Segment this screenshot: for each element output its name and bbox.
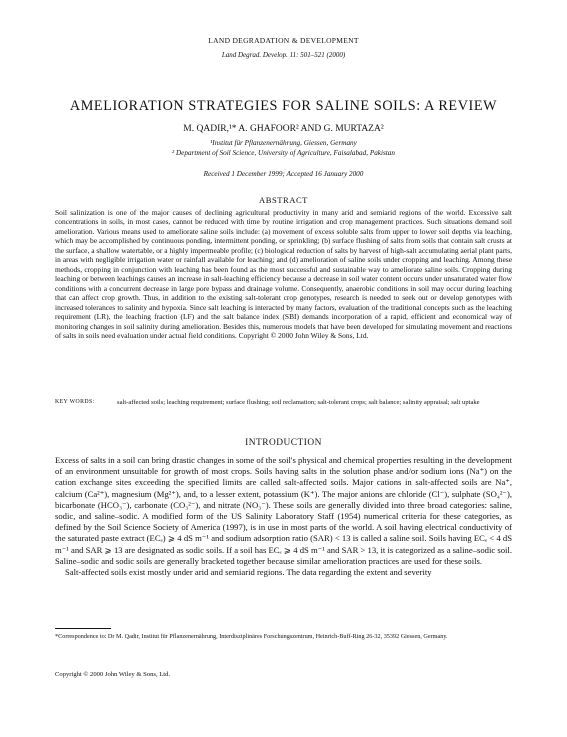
page-copyright: Copyright © 2000 John Wiley & Sons, Ltd. xyxy=(55,671,171,678)
abstract-heading: ABSTRACT xyxy=(259,195,308,205)
article-title: AMELIORATION STRATEGIES FOR SALINE SOILS: A REVIEW xyxy=(69,98,498,114)
affiliation-2: ² Department of Soil Science, University of Agriculture, Faisalabad, Pakistan xyxy=(172,149,395,157)
keywords-label: KEY WORDS: xyxy=(55,399,95,405)
journal-citation: Land Degrad. Develop. 11: 501–521 (2000) xyxy=(221,51,346,59)
received-dates: Received 1 December 1999; Accepted 16 January 2000 xyxy=(203,170,364,178)
keywords-block xyxy=(55,398,512,407)
introduction-paragraph-2: Salt-affected soils exist mostly under arid and semiarid regions. The data regarding the extent and severity xyxy=(65,567,432,578)
affiliation-1: ¹Institut für Pflanzenernährung, Giessen, Germany xyxy=(210,139,357,147)
footnote-rule xyxy=(55,628,111,629)
abstract-text: Soil salinization is one of the major causes of declining agricultural productivity in many arid and semiarid regions of the world. Excessive salt concentrations in soils, in most cases, cannot be reduced with time by routine irrigation and crop management practices. Such situations demand soil amelioration. Various means used to ameliorate saline soils include: (a) movement of excess soluble salts from upper to lower soil depths via leaching, which may be accomplished by continuous ponding, intermittent ponding, or sprinkling; (b) surface flushing of salts from soils that contain salt crusts at the surface, a shallow watertable, or a highly impermeable profile; (c) biological reduction of salts by harvest of high-salt accumulating aerial plant parts, in areas with negligible irrigation water or rainfall available for leaching; and (d) amelioration of saline soils under cropping and leaching. Among these methods, cropping in conjunction with leaching has been found as the most successful and sustainable way to ameliorate saline soils. Cropping during leaching or between leachings causes an increase in salt-leaching efficiency because a decrease in soil water content occurs under unsaturated water flow conditions with a concurrent decrease in large pore bypass and drainage volume. Consequently, anaerobic conditions in soil may occur during leaching that can affect crop growth. Thus, in addition to the existing salt-tolerant crop genotypes, research is needed to seek out or develop genotypes with increased tolerances to salinity and hypoxia. Since salt leaching is interacted by many factors, evaluation of the traditional concepts such as the leaching requirement (LR), the leaching fraction (LF) and the salt balance index (SBI) demands incorporation of a rapid, efficient and economical way of monitoring changes in soil salinity during amelioration. Besides this, numerous models that have been developed for simulating movement and reactions of salts in soils need evaluation under actual field conditions. Copyright © 2000 John Wiley & Sons, Ltd. xyxy=(55,208,512,341)
author-list: M. QADIR,¹* A. GHAFOOR² AND G. MURTAZA² xyxy=(183,124,384,134)
correspondence-footnote: *Correspondence to: Dr M. Qadir, Institut für Pflanzenernährung, Interdisziplinäres Forschungszentrum, Heinrich-Buff-Ring 26-32, 35392 Giessen, Germany. xyxy=(55,633,448,640)
introduction-body xyxy=(55,455,512,578)
journal-name: LAND DEGRADATION & DEVELOPMENT xyxy=(208,36,359,45)
keywords-text: salt-affected soils; leaching requirement; surface flushing; soil reclamation; salt-tolerant crops; salt balance; salinity appraisal; salt uptake xyxy=(117,399,480,406)
introduction-paragraph-1: Excess of salts in a soil can bring drastic changes in some of the soil's physical and chemical properties resulting in the development of an environment unsuitable for growth of most crops. Soils having salts in the solution phase and/or sodium ions (Na⁺) on the cation exchange sites exceeding the specified limits are called salt-affected soils. Major cations in salt-affected soils are Na⁺, calcium (Ca²⁺), magnesium (Mg²⁺), and, to a lesser extent, potassium (K⁺). The major anions are chloride (Cl⁻), sulphate (SO₄²⁻), bicarbonate (HCO₃⁻), carbonate (CO₃²⁻), and nitrate (NO₃⁻). These soils are generally divided into three broad categories: saline, sodic, and saline–sodic. A modified form of the US Salinity Laboratory Staff (1954) numerical criteria for these categories, as defined by the Soil Science Society of America (1997), is in use in most parts of the world. A soil having electrical conductivity of the saturated paste extract (ECₑ) ⩾ 4 dS m⁻¹ and sodium adsorption ratio (SAR) < 13 is called a saline soil. Soils having ECₑ < 4 dS m⁻¹ and SAR ⩾ 13 are designated as sodic soils. If a soil has ECₑ ⩾ 4 dS m⁻¹ and SAR > 13, it is categorized as a saline–sodic soil. Saline–sodic and sodic soils are generally bracketed together because similar amelioration practices are used for these soils. xyxy=(55,455,512,566)
introduction-heading: INTRODUCTION xyxy=(245,438,322,448)
